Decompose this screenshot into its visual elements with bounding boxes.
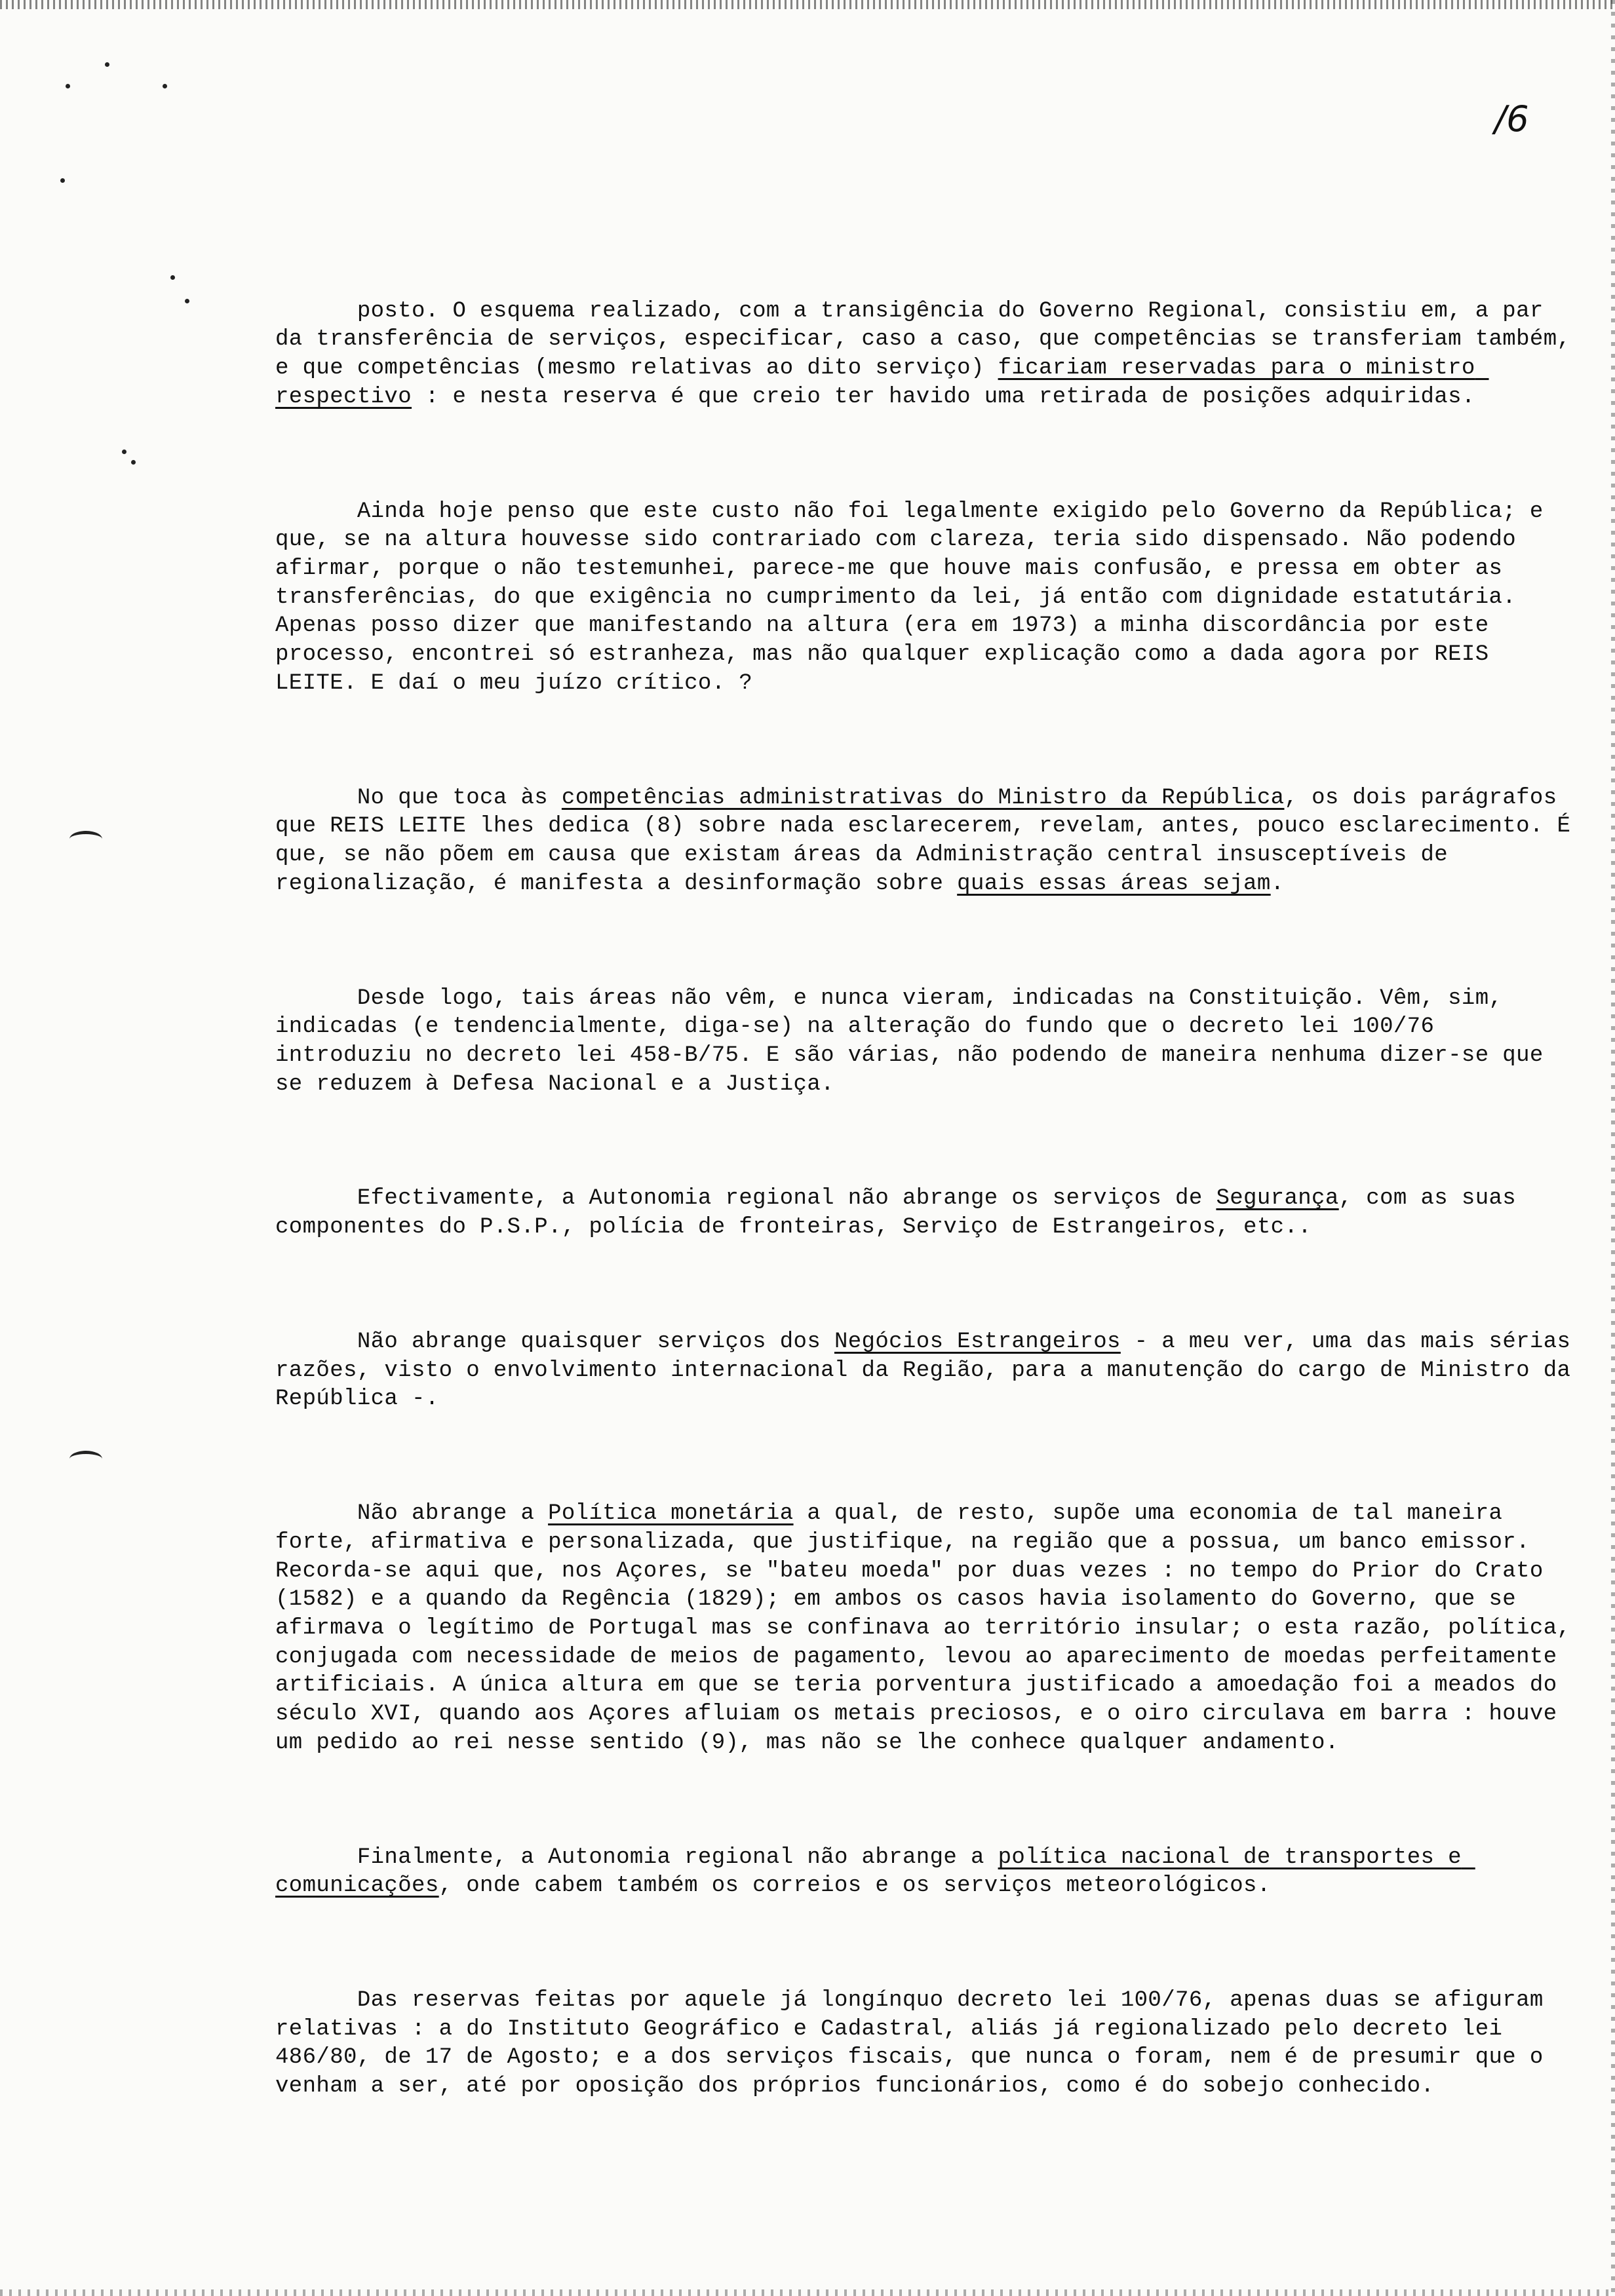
paragraph — [275, 1157, 1573, 1271]
paragraph — [275, 956, 1573, 1128]
paragraph — [275, 1958, 1573, 2130]
text-run: . — [1270, 871, 1285, 896]
text-run: Desde logo, tais áreas não vêm, e nunca vieram, indicadas na Constituição. Vêm, sim, indicadas (e tendencialmente, diga-se) na alteração do fundo que o decreto lei 100/76 introduziu no decreto lei 458-B/75. E são várias, não podendo de maneira nenhuma dizer-se que se reduzem à Defesa Nacional e a Justiça. — [275, 985, 1557, 1097]
underlined-phrase: quais essas áreas sejam — [957, 871, 1271, 896]
underlined-phrase: Negócios Estrangeiros — [834, 1329, 1121, 1354]
text-run: - a meu ver, uma das mais sérias razões, visto o envolvimento internacional da Região, para a manutenção do cargo de Ministro da República -. — [275, 1329, 1585, 1412]
paragraph — [275, 269, 1585, 440]
scan-mark — [69, 1451, 102, 1467]
text-run: Não abrange quaisquer serviços dos — [357, 1329, 834, 1354]
text-run: No que toca às — [357, 785, 562, 811]
scan-bottom-edge — [0, 2289, 1615, 2296]
scan-speck — [185, 299, 189, 303]
paragraph — [275, 1471, 1585, 1786]
text-run: , os dois parágrafos que REIS LEITE lhes dedica (8) sobre nada esclarecerem, revelam, antes, pouco esclarecimento. É que, se não põem em causa que existam áreas da Administração central insusceptíveis de regionalização, é manifesta a desinformação sobre — [275, 785, 1585, 896]
paragraph — [275, 756, 1585, 927]
text-run: , com as suas componentes do P.S.P., polícia de fronteiras, Serviço de Estrangeiros, etc.. — [275, 1186, 1530, 1240]
paragraph — [275, 1815, 1573, 1930]
scan-speck — [66, 84, 70, 88]
scan-mark — [69, 831, 102, 847]
underlined-phrase: Política monetária — [548, 1501, 794, 1527]
text-run: Finalmente, a Autonomia regional não abrange a — [357, 1845, 998, 1870]
text-run: a qual, de resto, supõe uma economia de tal maneira forte, afirmativa e personalizada, que justifique, na região que a possua, um banco emissor. Recorda-se aqui que, nos Açores, se "bateu moeda" por duas vezes : no tempo do Prior do Crato (1582) e a quando da Regência (1829); em ambos os casos havia isolamento do Governo, que se afirmava o legítimo de Portugal mas se confinava ao território insular; o esta razão, política, conjugada com necessidade de meios de pagamento, levou ao aparecimento de moedas perfeitamente artificiais. A única altura em que se teria porventura justificado a amoedação foi a meados do século XVI, quando aos Açores afluiam os metais preciosos, e o oiro circulava em barra : houve um pedido ao rei nesse sentido (9), mas não se lhe conhece qualquer andamento. — [275, 1501, 1585, 1755]
text-run: Efectivamente, a Autonomia regional não abrange os serviços de — [357, 1186, 1216, 1212]
scan-speck — [105, 62, 109, 67]
underlined-phrase: competências administrativas do Ministro da República — [561, 785, 1285, 811]
body-text — [275, 269, 1585, 2158]
underlined-phrase: ficariam reservadas para o ministro respectivo — [275, 356, 1489, 410]
underlined-phrase: política nacional de transportes e comunicações — [275, 1845, 1475, 1899]
text-run: : e nesta reserva é que creio ter havido uma retirada de posições adquiridas. — [412, 384, 1475, 410]
scan-speck — [163, 84, 167, 88]
text-run: , onde cabem também os correios e os serviços meteorológicos. — [438, 1873, 1271, 1899]
page-number: /6 — [1494, 98, 1529, 140]
scan-speck — [122, 450, 126, 454]
scan-right-edge — [1611, 0, 1615, 2296]
scan-speck — [131, 460, 136, 465]
paragraph — [275, 469, 1573, 727]
text-run: Ainda hoje penso que este custo não foi legalmente exigido pelo Governo da República; e que, se na altura houvesse sido contrariado com clareza, teria sido dispensado. Não podendo afirmar, porque o não testemunhei, parece-me que houve mais confusão, e pressa em obter as transferências, do que exigência no cumprimento da lei, já então com dignidade estatutária. Apenas posso dizer que manifestando na altura (era em 1973) a minha discordância por este processo, encontrei só estranheza, mas não qualquer explicação como a dada agora por REIS LEITE. E daí o meu juízo crítico. ? — [275, 499, 1557, 696]
paragraph — [275, 1299, 1585, 1443]
text-run: Das reservas feitas por aquele já longínquo decreto lei 100/76, apenas duas se afiguram relativas : a do Instituto Geográfico e Cadastral, aliás já regionalizado pelo decreto lei 486/80, de 17 de Agosto; e a dos serviços fiscais, que nunca o foram, nem é de presumir que o venham a ser, até por oposição dos próprios funcionários, como é do sobejo conhecido. — [275, 1988, 1557, 2099]
text-run: posto. O esquema realizado, com a transigência do Governo Regional, consistiu em, a par da transferência de serviços, especificar, caso a caso, que competências se transferiam também, e que competências (mesmo relativas ao dito serviço) — [275, 298, 1585, 381]
scan-speck — [170, 275, 175, 280]
scan-speck — [60, 178, 65, 183]
scan-top-edge — [0, 0, 1615, 9]
text-run: Não abrange a — [357, 1501, 549, 1527]
underlined-phrase: Segurança — [1216, 1186, 1339, 1212]
